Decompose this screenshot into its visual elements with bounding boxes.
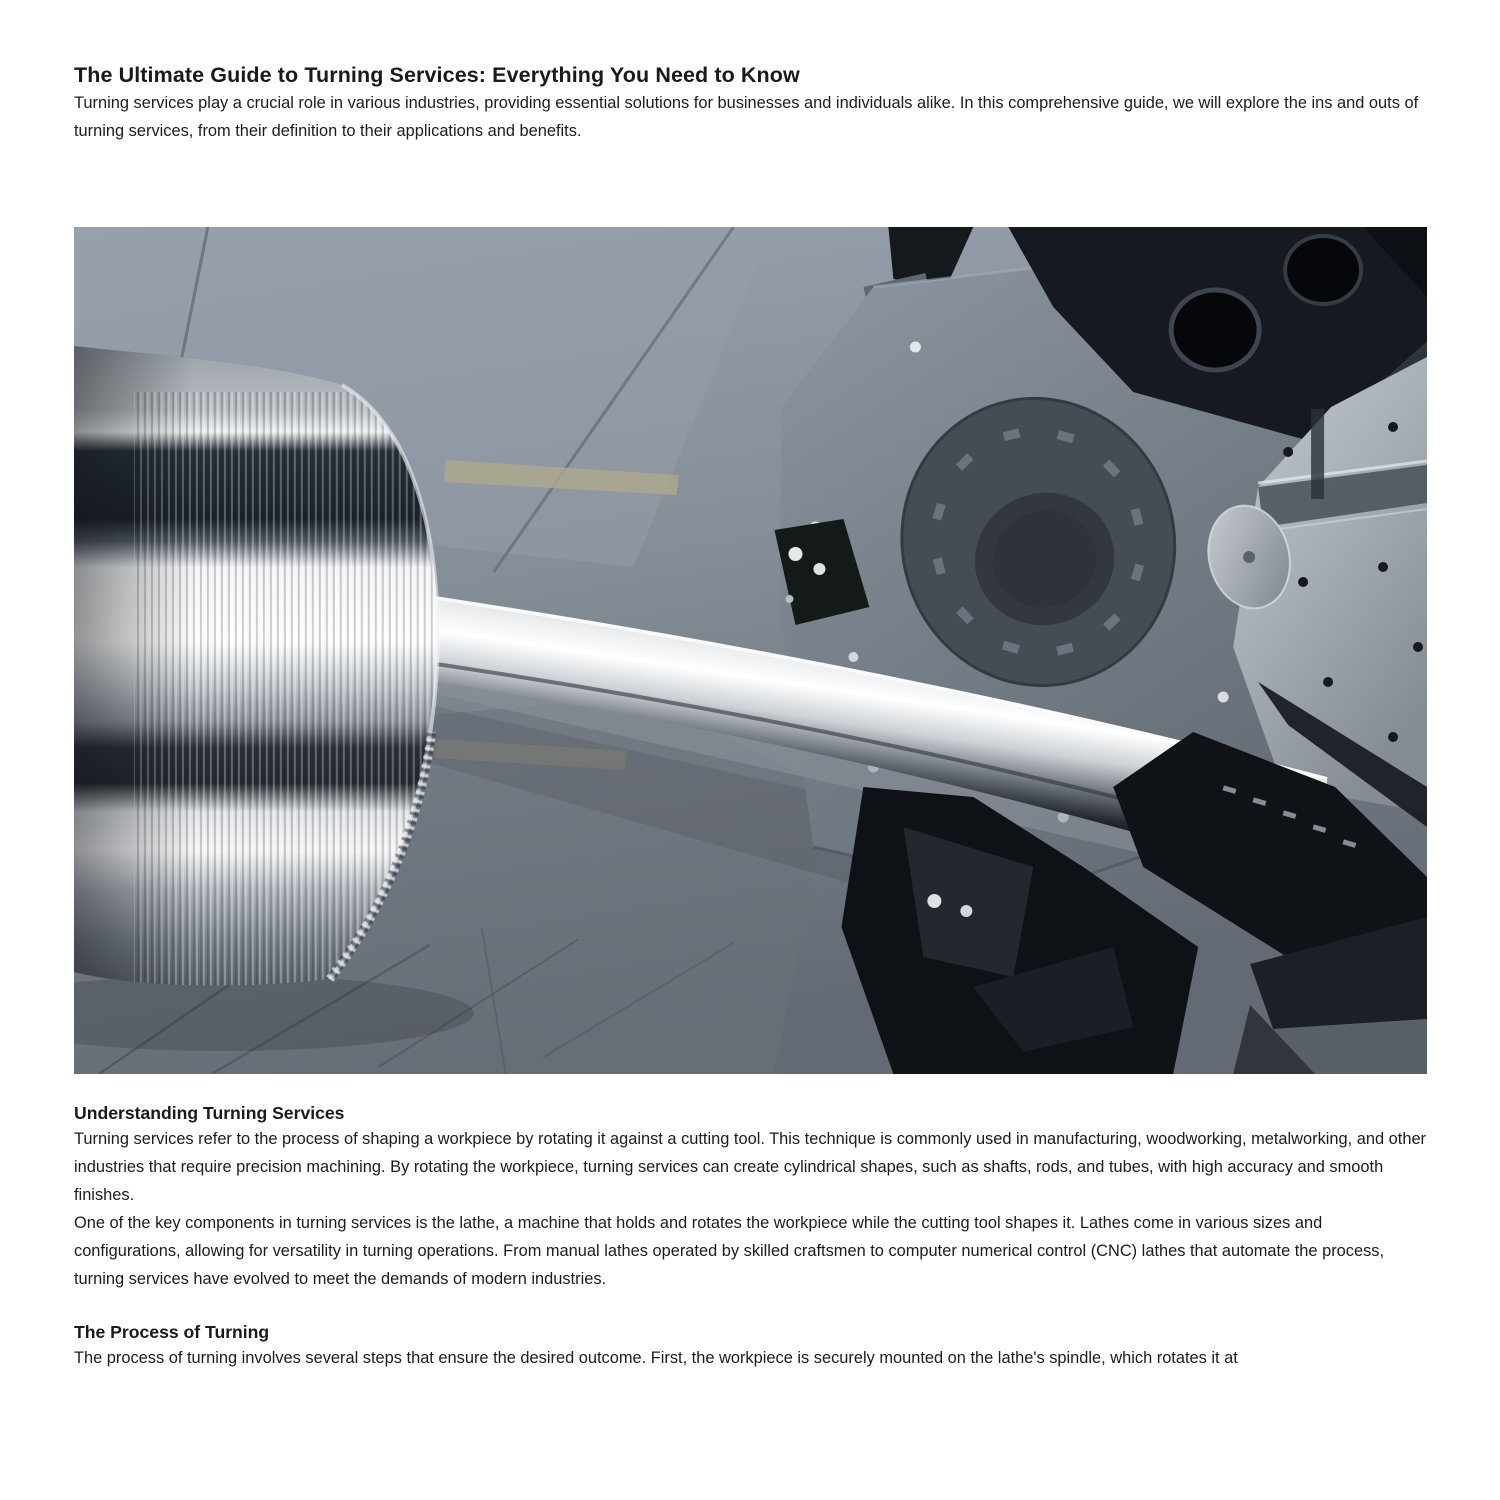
intro-paragraph: Turning services play a crucial role in various industries, providing essential solutions for businesses and individuals alike. In this comprehensive guide, we will explore the ins and outs of turning services, from their definition to their applications and benefits. [74,94,1419,140]
section-paragraph: The process of turning involves several steps that ensure the desired outcome. First, the workpiece is securely mounted on the lathe's spindle, which rotates it at [74,1349,1238,1367]
section-heading-understanding: Understanding Turning Services [74,1103,345,1123]
section-heading-process: The Process of Turning [74,1322,270,1342]
section-paragraph: Turning services refer to the process of shaping a workpiece by rotating it against a cutting tool. This technique is commonly used in manufacturing, woodworking, metalworking, and other industries that require precision machining. By rotating the workpiece, turning services can create cylindrical shapes, such as shafts, rods, and tubes, with high accuracy and smooth finishes. [74,1130,1427,1204]
section-paragraph: One of the key components in turning services is the lathe, a machine that holds and rotates the workpiece while the cutting tool shapes it. Lathes come in various sizes and configurations, allowing for versatility in turning operations. From manual lathes operated by skilled craftsmen to computer numerical control (CNC) lathes that automate the process, turning services have evolved to meet the demands of modern industries. [74,1214,1385,1288]
hero-figure [74,227,1427,1074]
hero-image [74,227,1427,1074]
page-title: The Ultimate Guide to Turning Services: Everything You Need to Know [74,63,800,87]
